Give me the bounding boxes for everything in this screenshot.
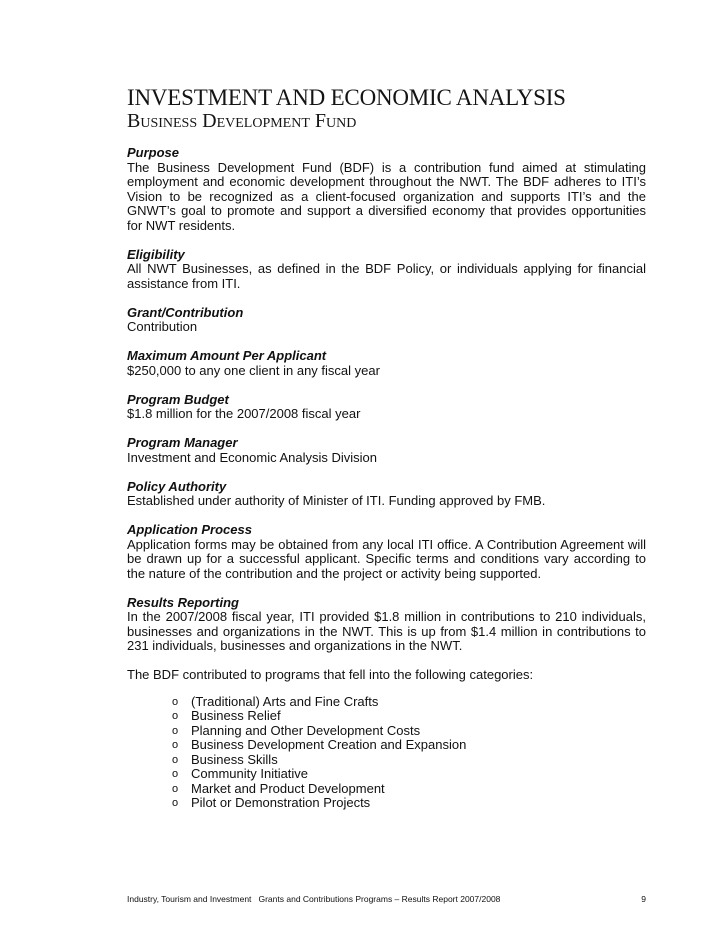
page-header [127, 86, 646, 132]
list-item [172, 767, 646, 782]
category-label: Business Skills [191, 751, 278, 767]
hollow-bullet-icon: o [172, 695, 179, 708]
section-body: The Business Development Fund (BDF) is a contribution fund aimed at stimulating employment and economic development throughout the NWT. The BDF adheres to ITI’s Vision to be recognized as a client-focused organization and supports ITI’s and the GNWT’s goal to promote and support a diversified economy that provides opportunities for NWT residents. [127, 159, 646, 233]
categories-list [127, 695, 646, 811]
section-policy-authority [127, 480, 646, 509]
section-heading: Program Budget [127, 391, 229, 407]
list-item [172, 782, 646, 797]
section-body: In the 2007/2008 fiscal year, ITI provided $1.8 million in contributions to 210 individuals, businesses and organizations in the NWT. This is up from $1.4 million in contributions to 231 individuals, businesses and organizations in the NWT. [127, 609, 646, 653]
section-maximum-amount [127, 349, 646, 378]
list-item [172, 709, 646, 724]
section-body: Investment and Economic Analysis Division [127, 449, 378, 465]
section-heading: Grant/Contribution [127, 304, 244, 320]
footer-text: Industry, Tourism and Investment Grants and Contributions Programs – Results Report 2007/2008 [127, 894, 501, 904]
section-program-budget [127, 393, 646, 422]
section-heading: Purpose [127, 145, 180, 160]
section-body: $1.8 million for the 2007/2008 fiscal year [127, 406, 361, 421]
section-heading: Policy Authority [127, 478, 227, 494]
section-heading: Results Reporting [127, 594, 239, 610]
section-heading: Eligibility [127, 246, 185, 262]
categories-intro: The BDF contributed to programs that fell into the following categories: [127, 667, 534, 682]
category-label: Market and Product Development [191, 780, 385, 796]
page-subtitle: Business Development Fund [127, 110, 357, 132]
page-title: INVESTMENT AND ECONOMIC ANALYSIS [127, 85, 566, 110]
section-body: Application forms may be obtained from any local ITI office. A Contribution Agreement will be drawn up for a successful applicant. Specific terms and conditions vary according to the nature of the contribution and the project or activity being supported. [127, 536, 646, 581]
page-number: 9 [641, 894, 646, 904]
hollow-bullet-icon: o [172, 782, 179, 795]
list-item [172, 738, 646, 753]
section-program-manager [127, 436, 646, 465]
list-item [172, 695, 646, 710]
hollow-bullet-icon: o [172, 710, 179, 722]
section-grant-contribution [127, 306, 646, 335]
section-eligibility [127, 248, 646, 292]
section-body: All NWT Businesses, as defined in the BDF Policy, or individuals applying for financial assistance from ITI. [127, 261, 646, 291]
section-heading: Maximum Amount Per Applicant [127, 348, 327, 363]
hollow-bullet-icon: o [172, 739, 179, 751]
category-label: Business Development Creation and Expansion [191, 737, 467, 752]
hollow-bullet-icon: o [172, 753, 179, 766]
section-heading: Application Process [127, 522, 252, 537]
section-application-process [127, 523, 646, 581]
category-label: Planning and Other Development Costs [191, 722, 421, 738]
list-item [172, 753, 646, 768]
category-label: (Traditional) Arts and Fine Crafts [191, 693, 379, 709]
section-body: Contribution [127, 319, 198, 334]
document-body [127, 146, 646, 811]
section-results-reporting [127, 596, 646, 654]
category-label: Business Relief [191, 708, 281, 723]
category-label: Community Initiative [191, 766, 309, 781]
list-item [172, 796, 646, 811]
section-purpose [127, 146, 646, 233]
hollow-bullet-icon: o [172, 724, 179, 737]
category-label: Pilot or Demonstration Projects [191, 795, 371, 810]
hollow-bullet-icon: o [172, 768, 179, 780]
list-item [172, 724, 646, 739]
section-body: Established under authority of Minister of ITI. Funding approved by FMB. [127, 493, 546, 508]
hollow-bullet-icon: o [172, 797, 179, 809]
section-body: $250,000 to any one client in any fiscal year [127, 362, 380, 378]
section-heading: Program Manager [127, 435, 238, 450]
